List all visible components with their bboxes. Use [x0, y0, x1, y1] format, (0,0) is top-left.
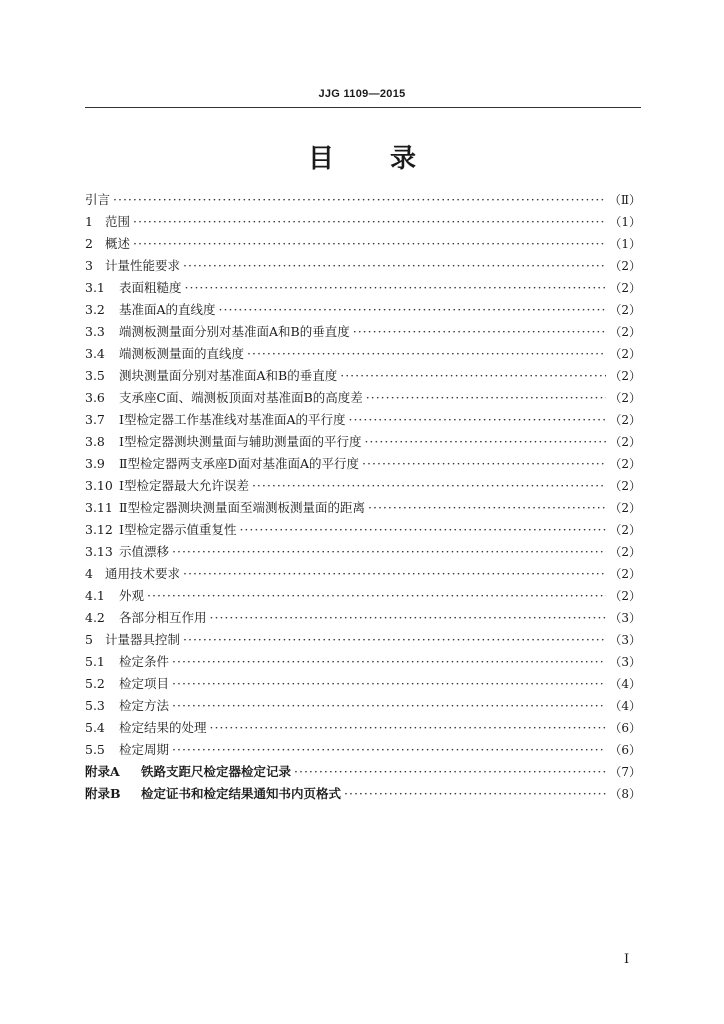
toc-entry-title: 检定证书和检定结果通知书内页格式	[141, 786, 342, 801]
toc-entry-page: （1）	[609, 215, 641, 229]
toc-entry-title: Ⅰ型检定器测块测量面与辅助测量面的平行度	[119, 434, 362, 449]
toc-entry-page: （2）	[609, 259, 641, 273]
toc-entry[interactable]	[85, 343, 641, 365]
toc-leader-dots	[172, 695, 606, 717]
toc-entry-number: 3.5	[85, 368, 105, 383]
toc-entry-page: （8）	[609, 787, 641, 801]
toc-entry-number: 1	[85, 214, 93, 229]
toc-leader-dots	[172, 651, 606, 673]
toc-entry-page: （2）	[609, 413, 641, 427]
toc-entry[interactable]	[85, 651, 641, 673]
toc-leader-dots	[294, 761, 606, 783]
toc-entry-number: 3.6	[85, 390, 105, 405]
toc-entry[interactable]	[85, 541, 641, 563]
toc-entry-title: 表面粗糙度	[119, 280, 182, 295]
toc-entry-title: Ⅱ型检定器测块测量面至端测板测量面的距离	[119, 500, 365, 515]
toc-leader-dots	[113, 189, 606, 211]
toc-leader-dots	[353, 321, 607, 343]
toc-entry-title: 检定结果的处理	[119, 720, 207, 735]
toc-entry[interactable]	[85, 607, 641, 629]
toc-entry[interactable]	[85, 673, 641, 695]
toc-entry[interactable]	[85, 321, 641, 343]
toc-entry[interactable]	[85, 211, 641, 233]
toc-entry-title: 测块测量面分别对基准面A和B的垂直度	[119, 368, 338, 383]
toc-entry-number: 4.2	[85, 610, 105, 625]
toc-leader-dots	[183, 629, 606, 651]
toc-entry-page: （2）	[609, 347, 641, 361]
toc-leader-dots	[133, 211, 606, 233]
toc-entry-number: 5	[85, 632, 93, 647]
toc-entry-number: 5.4	[85, 720, 105, 735]
toc-entry-page: （6）	[609, 743, 641, 757]
toc-entry-number: 3.7	[85, 412, 105, 427]
toc-entry-number: 4.1	[85, 588, 105, 603]
document-code: JJG 1109—2015	[318, 88, 406, 100]
toc-entry-title: 引言	[85, 192, 111, 207]
toc-entry-title: 检定周期	[119, 742, 170, 757]
toc-entry-number: 附录A	[85, 764, 120, 779]
toc-entry-page: （2）	[609, 369, 641, 383]
toc-entry[interactable]	[85, 563, 641, 585]
toc-entry-title: 计量性能要求	[105, 258, 181, 273]
toc-entry-title: 支承座C面、端测板顶面对基准面B的高度差	[119, 390, 363, 405]
toc-leader-dots	[183, 563, 606, 585]
toc-entry-page: （2）	[609, 391, 641, 405]
toc-entry-title: 检定条件	[119, 654, 170, 669]
toc-entry-number: 3	[85, 258, 93, 273]
toc-entry-page: （1）	[609, 237, 641, 251]
toc-entry[interactable]	[85, 277, 641, 299]
toc-entry[interactable]	[85, 365, 641, 387]
toc-entry-number: 3.1	[85, 280, 105, 295]
toc-entry[interactable]	[85, 387, 641, 409]
toc-entry[interactable]	[85, 233, 641, 255]
toc-entry-number: 5.1	[85, 654, 105, 669]
toc-leader-dots	[252, 475, 606, 497]
toc-entry-page: （3）	[609, 633, 641, 647]
toc-leader-dots	[172, 541, 606, 563]
toc-entry-title: 铁路支距尺检定器检定记录	[141, 764, 292, 779]
toc-entry-title: 端测板测量面分别对基准面A和B的垂直度	[119, 324, 350, 339]
toc-entry[interactable]	[85, 299, 641, 321]
toc-entry[interactable]	[85, 739, 641, 761]
toc-entry-number: 3.9	[85, 456, 105, 471]
toc-entry[interactable]	[85, 431, 641, 453]
toc-entry-page: （2）	[609, 325, 641, 339]
toc-entry-page: （2）	[609, 567, 641, 581]
toc-entry-number: 5.3	[85, 698, 105, 713]
toc-entry-page: （2）	[609, 457, 641, 471]
toc-entry-number: 5.2	[85, 676, 105, 691]
toc-entry-page: （3）	[609, 655, 641, 669]
toc-entry-number: 3.11	[85, 500, 113, 515]
toc-entry-page: （2）	[609, 303, 641, 317]
toc-leader-dots	[183, 255, 606, 277]
toc-entry-number: 2	[85, 236, 93, 251]
toc-entry-page: （7）	[609, 765, 641, 779]
toc-entry-title: 概述	[105, 236, 131, 251]
toc-entry-number: 3.12	[85, 522, 113, 537]
toc-leader-dots	[344, 783, 606, 805]
page-title: 目录	[307, 144, 472, 174]
toc-entry[interactable]	[85, 453, 641, 475]
toc-leader-dots	[368, 497, 606, 519]
toc-entry-page: （6）	[609, 721, 641, 735]
page-number: I	[624, 952, 630, 967]
toc-entry-title: Ⅰ型检定器工作基准线对基准面A的平行度	[119, 412, 346, 427]
toc-leader-dots	[364, 431, 606, 453]
toc-entry-number: 3.13	[85, 544, 113, 559]
toc-entry-page: （3）	[609, 611, 641, 625]
toc-entry[interactable]	[85, 519, 641, 541]
toc-leader-dots	[172, 739, 606, 761]
toc-entry-number: 3.8	[85, 434, 105, 449]
toc-leader-dots	[172, 673, 606, 695]
toc-entry-title: 范围	[105, 214, 131, 229]
toc-leader-dots	[210, 717, 607, 739]
toc-entry[interactable]	[85, 585, 641, 607]
toc-entry[interactable]	[85, 761, 641, 783]
toc-entry-title: 检定项目	[119, 676, 170, 691]
toc-entry-page: （2）	[609, 545, 641, 559]
toc-entry[interactable]	[85, 783, 641, 805]
toc-entry[interactable]	[85, 475, 641, 497]
toc-entry[interactable]	[85, 189, 641, 211]
toc-leader-dots	[366, 387, 607, 409]
toc-entry-page: （2）	[609, 479, 641, 493]
toc-leader-dots	[210, 607, 607, 629]
toc-entry-title: 外观	[119, 588, 145, 603]
toc-entry-number: 4	[85, 566, 93, 581]
toc-entry[interactable]	[85, 497, 641, 519]
toc-entry-number: 附录B	[85, 786, 121, 801]
toc-entry[interactable]	[85, 695, 641, 717]
toc-entry-title: Ⅱ型检定器两支承座D面对基准面A的平行度	[119, 456, 360, 471]
toc-entry-page: （2）	[609, 501, 641, 515]
toc-leader-dots	[133, 233, 606, 255]
toc-entry-number: 5.5	[85, 742, 105, 757]
toc-leader-dots	[247, 343, 606, 365]
toc-entry-number: 3.4	[85, 346, 105, 361]
toc-entry-number: 3.10	[85, 478, 113, 493]
toc-entry-title: Ⅰ型检定器最大允许误差	[119, 478, 249, 493]
toc-entry[interactable]	[85, 255, 641, 277]
toc-leader-dots	[219, 299, 607, 321]
toc-entry[interactable]	[85, 409, 641, 431]
toc-entry-number: 3.3	[85, 324, 105, 339]
table-of-contents	[85, 189, 641, 805]
toc-leader-dots	[239, 519, 606, 541]
toc-entry-page: （4）	[609, 677, 641, 691]
header-rule	[85, 107, 641, 108]
toc-entry-page: （Ⅱ）	[608, 193, 641, 207]
toc-entry-title: Ⅰ型检定器示值重复性	[119, 522, 237, 537]
toc-entry-page: （4）	[609, 699, 641, 713]
toc-entry-title: 基准面A的直线度	[119, 302, 216, 317]
toc-entry-title: 计量器具控制	[105, 632, 181, 647]
toc-entry-title: 通用技术要求	[105, 566, 181, 581]
toc-leader-dots	[147, 585, 606, 607]
toc-entry-page: （2）	[609, 589, 641, 603]
toc-leader-dots	[348, 409, 606, 431]
toc-entry-title: 检定方法	[119, 698, 170, 713]
toc-leader-dots	[340, 365, 606, 387]
toc-entry[interactable]	[85, 629, 641, 651]
toc-leader-dots	[185, 277, 607, 299]
toc-leader-dots	[362, 453, 606, 475]
toc-entry-title: 示值漂移	[119, 544, 170, 559]
toc-entry-page: （2）	[609, 435, 641, 449]
toc-entry-title: 端测板测量面的直线度	[119, 346, 245, 361]
toc-entry-page: （2）	[609, 523, 641, 537]
toc-entry-title: 各部分相互作用	[119, 610, 207, 625]
toc-entry-number: 3.2	[85, 302, 105, 317]
toc-entry-page: （2）	[609, 281, 641, 295]
toc-entry[interactable]	[85, 717, 641, 739]
